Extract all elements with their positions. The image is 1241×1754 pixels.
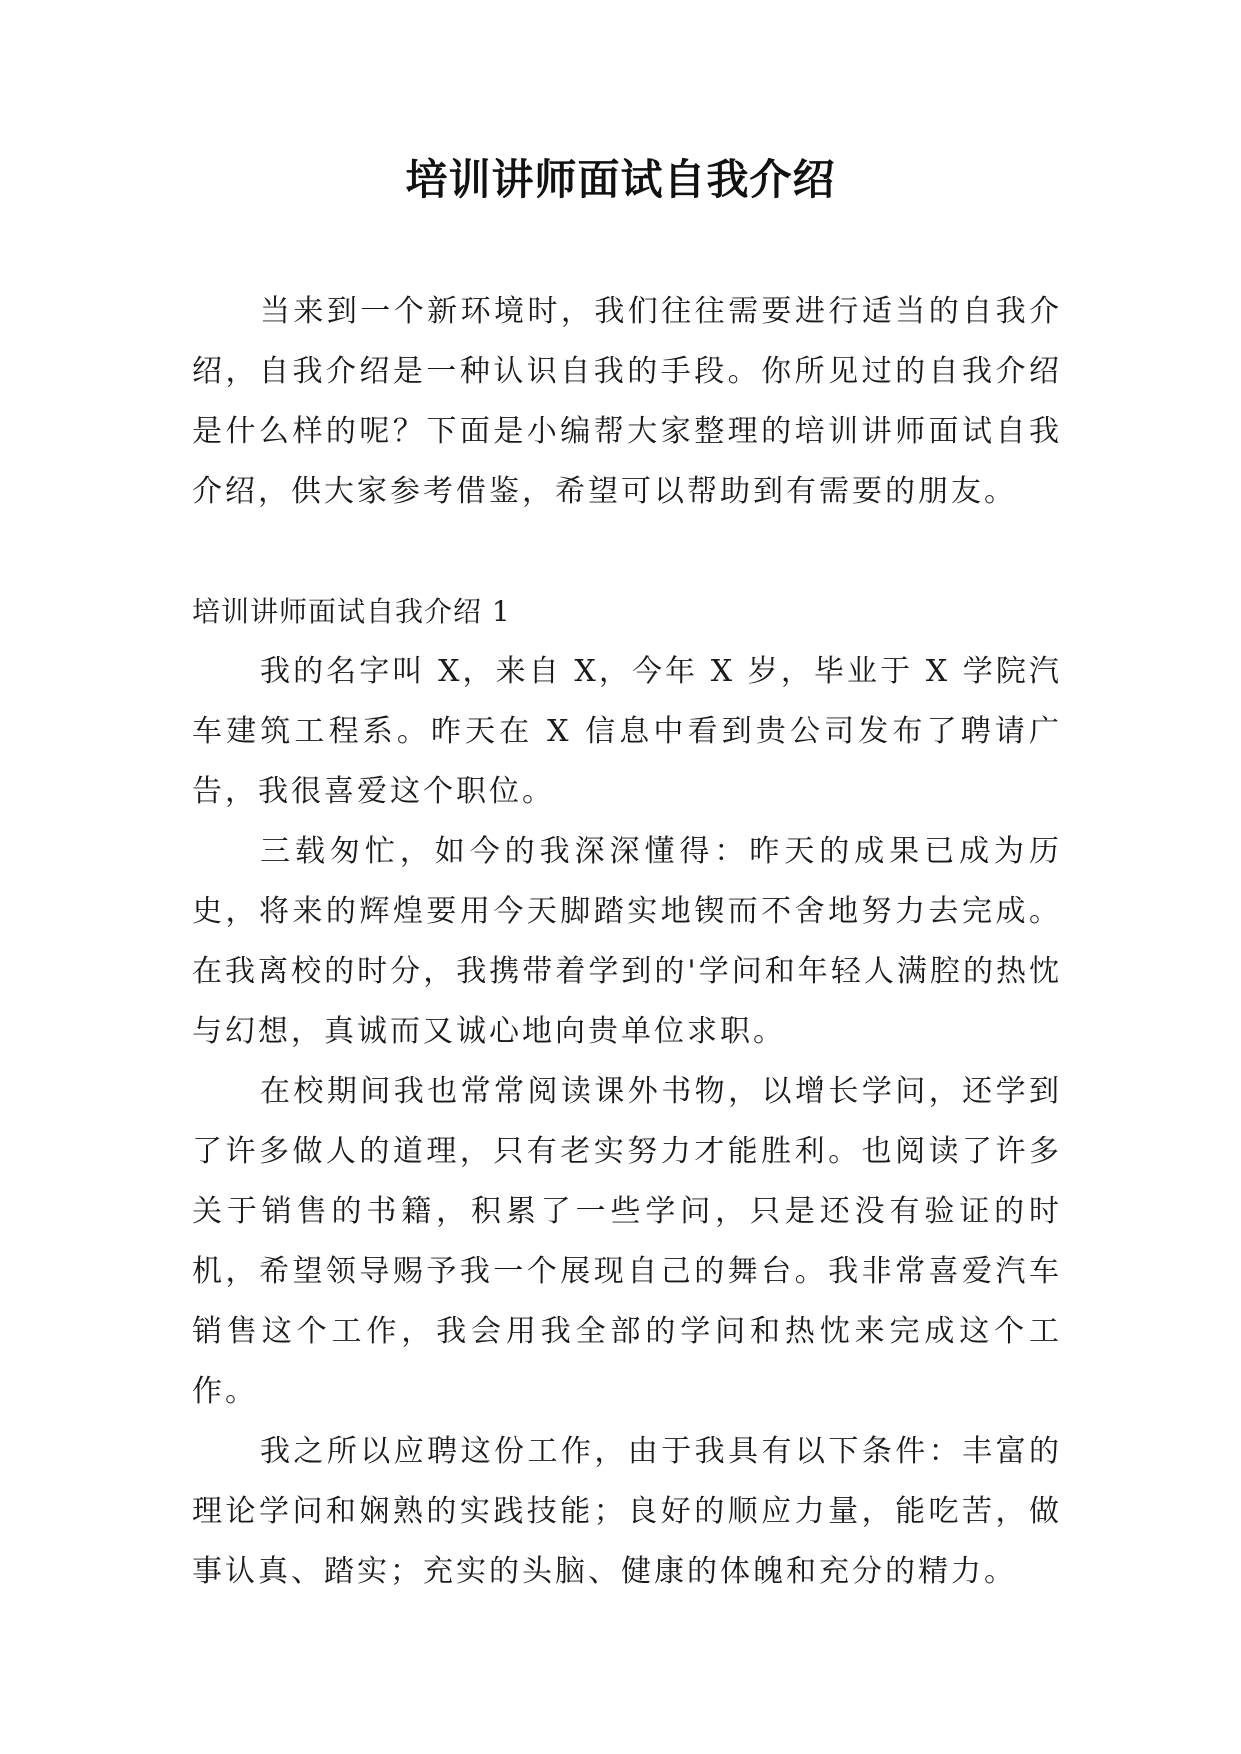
document-title: 培训讲师面试自我介绍 xyxy=(405,155,836,204)
body-paragraph-3: 在校期间我也常常阅读课外书物，以增长学问，还学到了许多做人的道理，只有老实努力才能胜利。也阅读了许多关于销售的书籍，积累了一些学问，只是还没有验证的时机，希望领导赐予我一个展现自己的舞台。我非常喜爱汽车销售这个工作，我会用我全部的学问和热忱来完成这个工作。 xyxy=(192,1074,1062,1409)
body-paragraph-2: 三载匆忙，如今的我深深懂得：昨天的成果已成为历史，将来的辉煌要用今天脚踏实地锲而不舍地努力去完成。在我离校的时分，我携带着学到的'学问和年轻人满腔的热忱与幻想，真诚而又诚心地向贵单位求职。 xyxy=(192,834,1062,1049)
body-paragraph-4: 我之所以应聘这份工作，由于我具有以下条件：丰富的理论学问和娴熟的实践技能；良好的顺应力量，能吃苦，做事认真、踏实；充实的头脑、健康的体魄和充分的精力。 xyxy=(192,1434,1062,1589)
section-heading: 培训讲师面试自我介绍 1 xyxy=(192,595,511,628)
body-paragraph-1: 我的名字叫 X，来自 X，今年 X 岁，毕业于 X 学院汽车建筑工程系。昨天在 X 信息中看到贵公司发布了聘请广告，我很喜爱这个职位。 xyxy=(192,654,1062,809)
document-body xyxy=(192,282,1062,1602)
intro-paragraph: 当来到一个新环境时，我们往往需要进行适当的自我介绍，自我介绍是一种认识自我的手段。你所见过的自我介绍是什么样的呢？下面是小编帮大家整理的培训讲师面试自我介绍，供大家参考借鉴，希望可以帮助到有需要的朋友。 xyxy=(192,294,1062,509)
